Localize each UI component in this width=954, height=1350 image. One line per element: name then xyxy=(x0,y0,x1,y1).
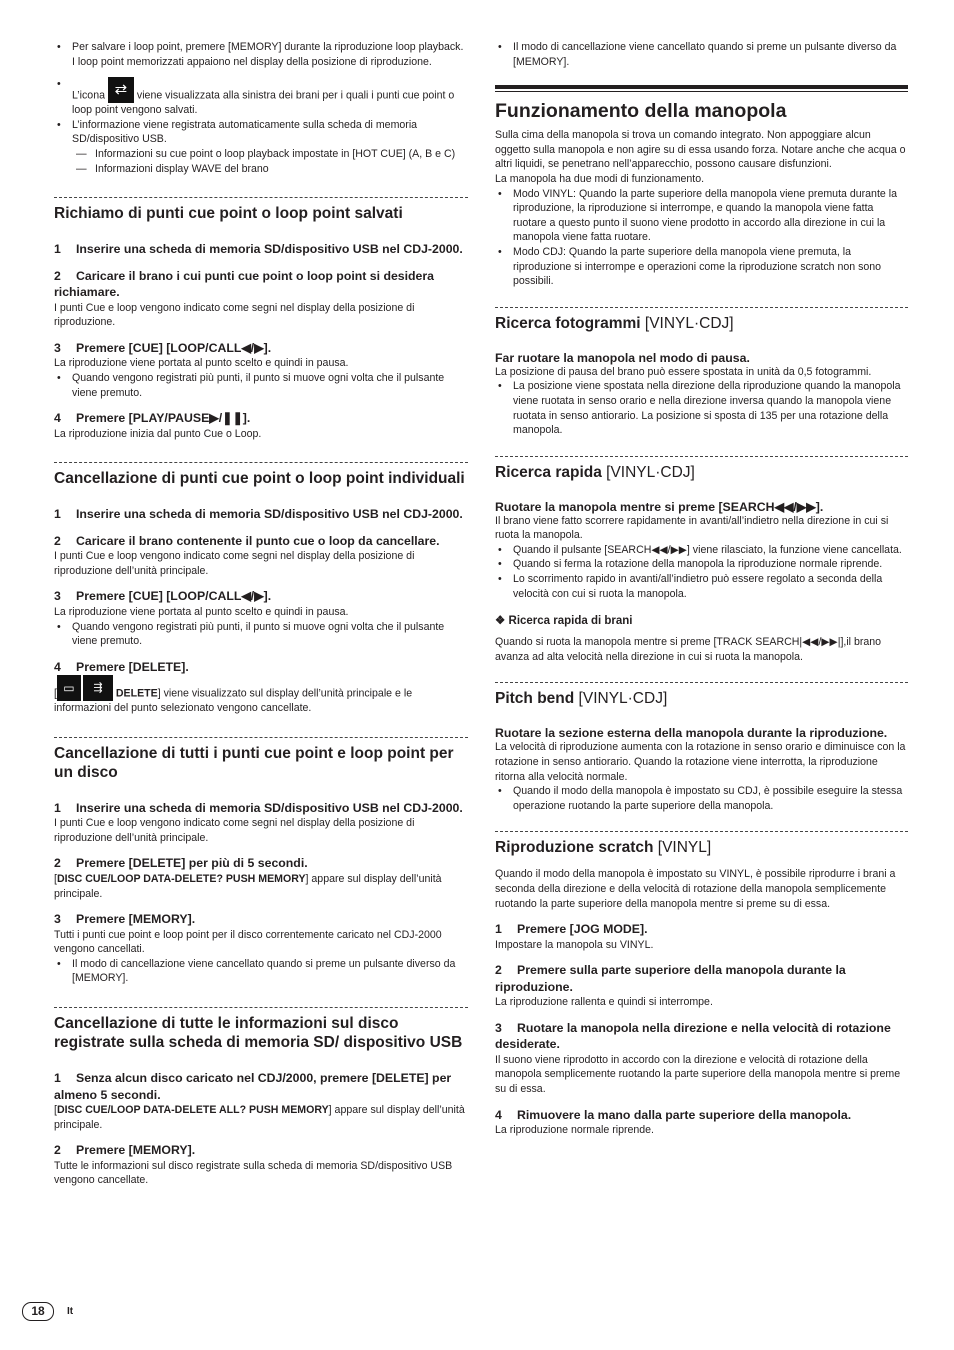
heading-pitch-bend: Pitch bend [VINYL·CDJ] xyxy=(495,690,668,708)
section-divider xyxy=(54,197,468,198)
step-heading: 4 Rimuovere la mano dalla parte superiore della manopola. xyxy=(495,1107,852,1122)
step-body: Tutte le informazioni sul disco registrate sulla scheda di memoria SD/dispositivo USB vengono cancellate. xyxy=(54,1159,453,1187)
lead-instruction: Ruotare la manopola mentre si preme [SEARCH◀◀/▶▶]. xyxy=(495,499,824,514)
lead-instruction: Ruotare la sezione esterna della manopola durante la riproduzione. xyxy=(495,726,888,741)
track-search-body: Quando si ruota la manopola mentre si preme [TRACK SEARCH|◀◀/▶▶|],il brano avanza ad alta velocità nella direzione in cui si ruota la manopola. xyxy=(495,636,882,663)
step-heading: 2 Premere [MEMORY]. xyxy=(54,1143,196,1158)
intro-dash-wave: — Informazioni display WAVE del brano xyxy=(54,162,468,177)
diamond-icon: ❖ xyxy=(495,615,509,628)
step-body-delete: [ ▭ ⇶ DELETE] viene visualizzato sul display dell’unità principale e le informazioni del punto selezionato vengono cancellate. xyxy=(54,675,468,716)
step-heading: 2 Caricare il brano i cui punti cue point o loop point si desidera richiamare. xyxy=(54,268,435,300)
fast-bullet: • Quando il pulsante [SEARCH◀◀/▶▶] viene rilasciato, la funzione viene cancellata. xyxy=(495,543,908,558)
heading-fast-search: Ricerca rapida [VINYL·CDJ] xyxy=(495,463,695,481)
jog-modes: La manopola ha due modi di funzionamento. xyxy=(495,172,705,185)
pitch-bullet: • Quando il modo della manopola è impostato su CDJ, è possibile eseguire la stessa operazione ruotando la parte superiore della manopola. xyxy=(495,784,908,813)
jog-mode-cdj: • Modo CDJ: Quando la parte superiore della manopola viene premuta, la riproduzione si interrompe e operazioni come la riproduzione scratch non sono possibili. xyxy=(495,245,908,289)
step-body: I punti Cue e loop vengono indicato come segni nel display della posizione di riproduzione. xyxy=(54,301,415,329)
card-icon: ▭ xyxy=(57,675,81,701)
step-heading: 4 Premere [PLAY/PAUSE▶/❚❚]. xyxy=(54,411,251,426)
lead-instruction: Far ruotare la manopola nel modo di pausa. xyxy=(495,350,750,365)
step-body: I punti Cue e loop vengono indicato come segni nel display della posizione di riproduzione dell’unità principale. xyxy=(54,817,415,844)
step-heading: 1 Inserire una scheda di memoria SD/dispositivo USB nel CDJ-2000. xyxy=(54,242,463,257)
fast-bullet: • Quando si ferma la rotazione della manopola la riproduzione normale riprende. xyxy=(495,557,908,572)
left-column xyxy=(54,40,468,1188)
step-body: Impostare la manopola su VINYL. xyxy=(495,938,654,951)
jog-mode-vinyl: • Modo VINYL: Quando la parte superiore della manopola viene premuta durante la riproduzione, la riproduzione si interrompe, e quando la manopola viene fatta ruotare a questo punto il suono viene prodotto in accordo alla direzione in cui la manopola viene fatta ruotare. xyxy=(495,187,908,245)
frame-bullet: • La posizione viene spostata nella direzione della riproduzione quando la manopola viene ruotata in senso orario e nella direzione inversa quando la manopola viene ruotata in senso antiorario. La posizione si sposta di 135 per una rotazione della manopola. xyxy=(495,379,908,437)
step-body: Il suono viene riprodotto in accordo con la direzione e velocità di rotazione della manopola semplicemente ruotando la parte superiore della manopola mentre si preme su di essa. xyxy=(495,1053,901,1096)
step-heading: 2 Premere sulla parte superiore della manopola durante la riproduzione. xyxy=(495,963,846,994)
fast-body: Il brano viene fatto scorrere rapidamente in avanti/all’indietro nella direzione in cui si ruota la manopola. xyxy=(495,514,889,542)
section-divider xyxy=(495,307,908,308)
step-body: I punti Cue e loop vengono indicato come segni nel display della posizione di riproduzione dell’unità principale. xyxy=(54,550,415,577)
section-divider xyxy=(495,682,908,683)
section-divider xyxy=(495,456,908,457)
fast-bullet: • Lo scorrimento rapido in avanti/all’indietro può essere regolato a seconda della velocità con cui si ruota la manopola. xyxy=(495,572,908,601)
step-body: La riproduzione normale riprende. xyxy=(495,1124,654,1137)
step-body: La riproduzione rallenta e quindi si interrompe. xyxy=(495,996,713,1009)
page-footer xyxy=(22,1302,73,1321)
usb-icon: ⇶ xyxy=(83,675,113,701)
subheading-track-search: ❖ Ricerca rapida di brani xyxy=(495,615,633,628)
step-heading: 1 Inserire una scheda di memoria SD/dispositivo USB nel CDJ-2000. xyxy=(54,507,463,522)
step-body: [DISC CUE/LOOP DATA-DELETE ALL? PUSH MEMORY] appare sul display dell’unità principale. xyxy=(54,1104,465,1131)
step-heading: 3 Ruotare la manopola nella direzione e nella velocità di rotazione desiderate. xyxy=(495,1020,891,1052)
heading-rule xyxy=(495,91,908,92)
step-heading: 1 Senza alcun disco caricato nel CDJ/2000, premere [DELETE] per almeno 5 secondi. xyxy=(54,1071,452,1102)
heading-frame-search: Ricerca fotogrammi [VINYL·CDJ] xyxy=(495,314,734,332)
step-body: La riproduzione inizia dal punto Cue o Loop. xyxy=(54,427,262,440)
step-body: [DISC CUE/LOOP DATA-DELETE? PUSH MEMORY] appare sul display dell’unità principale. xyxy=(54,872,442,900)
intro-bullet-auto-save: • L’informazione viene registrata automaticamente sulla scheda di memoria SD/dispositivo USB. xyxy=(54,118,468,147)
heading-delete-individual: Cancellazione di punti cue point o loop point individuali xyxy=(54,470,465,488)
intro-dash-hotcue: — Informazioni su cue point o loop playback impostate in [HOT CUE] (A, B e C) xyxy=(54,147,468,162)
step-heading: 1 Inserire una scheda di memoria SD/dispositivo USB nel CDJ-2000. xyxy=(54,800,463,815)
heading-delete-all-disc: Cancellazione di tutti i punti cue point e loop point per un disco xyxy=(54,744,454,781)
heading-rule xyxy=(495,85,908,89)
step-heading: 4 Premere [DELETE]. xyxy=(54,659,189,674)
heading-scratch: Riproduzione scratch [VINYL] xyxy=(495,839,712,857)
step-bullet: • Quando vengono registrati più punti, il punto si muove ogni volta che il pulsante viene premuto. xyxy=(54,371,468,400)
step-bullet: • Quando vengono registrati più punti, il punto si muove ogni volta che il pulsante viene premuto. xyxy=(54,620,468,649)
step-body: La riproduzione viene portata al punto scelto e quindi in pausa. xyxy=(54,605,349,618)
step-heading: 3 Premere [CUE] [LOOP/CALL◀/▶]. xyxy=(54,589,272,604)
intro-bullet-icon: • L’icona ⇄ viene visualizzata alla sinistra dei brani per i quali i punti cue point o loop point vengono salvati. xyxy=(54,77,468,118)
step-heading: 1 Premere [JOG MODE]. xyxy=(495,922,648,937)
step-heading: 3 Premere [MEMORY]. xyxy=(54,912,196,927)
heading-delete-all-sd: Cancellazione di tutte le informazioni sul disco registrate sulla scheda di memoria SD/ dispositivo USB xyxy=(54,1015,463,1052)
saved-track-icon: ⇄ xyxy=(108,77,134,103)
page-number: 18 xyxy=(22,1302,54,1321)
step-heading: 3 Premere [CUE] [LOOP/CALL◀/▶]. xyxy=(54,340,272,355)
intro-bullet-save-loop: • Per salvare i loop point, premere [MEMORY] durante la riproduzione loop playback. I loop point memorizzati appaiono nel display della posizione di riproduzione. xyxy=(54,40,468,69)
section-divider xyxy=(54,1007,468,1008)
heading-recall-saved: Richiamo di punti cue point o loop point salvati xyxy=(54,205,403,223)
section-divider xyxy=(54,737,468,738)
step-bullet: • Il modo di cancellazione viene cancellato quando si preme un pulsante diverso da [MEMORY]. xyxy=(54,957,468,986)
scratch-intro: Quando il modo della manopola è impostato su VINYL, è possibile riprodurre i brani a seconda della direzione e della velocità di rotazione della manopola semplicemente ruotando la parte superiore della manopola mentre si preme su di essa. xyxy=(495,868,896,910)
heading-jog-dial: Funzionamento della manopola xyxy=(495,100,787,123)
frame-body: La posizione di pausa del brano può essere spostata in unità da 0,5 fotogrammi. xyxy=(495,365,872,378)
step-body: Tutti i punti cue point e loop point per il disco correntemente caricato nel CDJ-2000 vengono cancellati. xyxy=(54,928,442,956)
step-body: La riproduzione viene portata al punto scelto e quindi in pausa. xyxy=(54,357,349,370)
section-divider xyxy=(54,462,468,463)
top-bullet: • Il modo di cancellazione viene cancellato quando si preme un pulsante diverso da [MEMORY]. xyxy=(495,40,908,69)
right-column xyxy=(495,40,908,1138)
step-heading: 2 Caricare il brano contenente il punto cue o loop da cancellare. xyxy=(54,533,440,548)
step-heading: 2 Premere [DELETE] per più di 5 secondi. xyxy=(54,856,308,871)
section-divider xyxy=(495,831,908,832)
jog-intro: Sulla cima della manopola si trova un comando integrato. Non appoggiare alcun oggetto sulla manopola e non agire su di essa usando forza. Notare anche che acqua o altri liquidi, se penetrano nell’apparecchio, possono causare disfunzioni. xyxy=(495,129,906,171)
language-code: It xyxy=(67,1306,74,1317)
pitch-body: La velocità di riproduzione aumenta con la rotazione in senso orario e diminuisce con la rotazione in senso antiorario. Quando la rotazione viene interrotta, la riproduzione ritorna alla velocità normale. xyxy=(495,741,906,783)
